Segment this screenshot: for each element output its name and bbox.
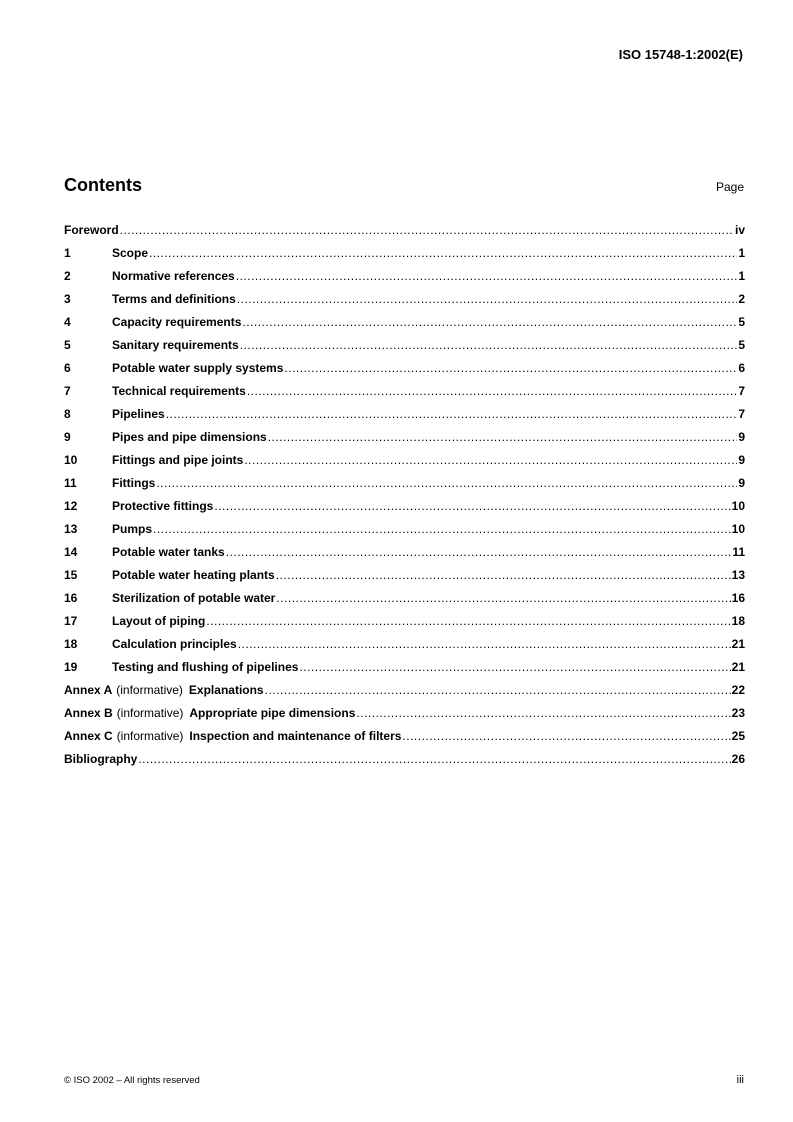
toc-annex-note: (informative): [116, 706, 184, 720]
toc-leader-dots: [299, 660, 730, 674]
toc-entry-foreword[interactable]: [64, 223, 745, 246]
toc-leader-dots: [247, 384, 737, 398]
toc-entry-page: 16: [731, 591, 745, 605]
toc-entry[interactable]: [64, 338, 745, 361]
toc-entry-title: Pipes and pipe dimensions: [112, 430, 267, 444]
toc-entry-number: 2: [64, 269, 71, 283]
toc-leader-dots: [268, 430, 738, 444]
toc-entry-page: 9: [738, 430, 745, 444]
toc-entry-number: 10: [64, 453, 78, 467]
toc-annex-entry[interactable]: [64, 706, 745, 729]
toc-entry-page: 7: [738, 384, 745, 398]
toc-entry-title: Normative references: [112, 269, 235, 283]
toc-leader-dots: [206, 614, 730, 628]
toc-entry-title: Foreword: [64, 223, 119, 237]
toc-leader-dots: [149, 246, 737, 260]
toc-entry-page: 21: [731, 637, 745, 651]
toc-leader-dots: [356, 706, 730, 720]
toc-entry[interactable]: [64, 568, 745, 591]
toc-entry-page: 5: [738, 338, 745, 352]
toc-entry-title: Technical requirements: [112, 384, 246, 398]
toc-leader-dots: [402, 729, 730, 743]
toc-entry-title: Fittings: [112, 476, 156, 490]
toc-entry-page: 10: [731, 522, 745, 536]
toc-leader-dots: [236, 269, 738, 283]
toc-entry-page: 26: [731, 752, 745, 766]
toc-entry-title: Explanations: [188, 683, 264, 697]
toc-entry[interactable]: [64, 637, 745, 660]
toc-entry[interactable]: [64, 660, 745, 683]
toc-annex-label: Annex B: [64, 706, 113, 720]
toc-entry-number: 9: [64, 430, 71, 444]
toc-entry-number: 6: [64, 361, 71, 375]
toc-leader-dots: [238, 637, 731, 651]
toc-entry[interactable]: [64, 614, 745, 637]
toc-leader-dots: [120, 223, 734, 237]
page-column-label: Page: [715, 180, 744, 194]
toc-entry-number: 4: [64, 315, 71, 329]
toc-entry[interactable]: [64, 246, 745, 269]
toc-entry-number: 12: [64, 499, 78, 513]
toc-leader-dots: [138, 752, 730, 766]
toc-entry-title: Calculation principles: [112, 637, 237, 651]
toc-entry-number: 5: [64, 338, 71, 352]
toc-entry-page: 6: [738, 361, 745, 375]
toc-entry[interactable]: [64, 407, 745, 430]
toc-entry-page: 13: [731, 568, 745, 582]
toc-leader-dots: [237, 292, 738, 306]
toc-entry-number: 7: [64, 384, 71, 398]
toc-entry[interactable]: [64, 315, 745, 338]
toc-leader-dots: [276, 591, 730, 605]
toc-entry-number: 15: [64, 568, 78, 582]
toc-entry-page: 9: [738, 453, 745, 467]
toc-entry-page: 9: [738, 476, 745, 490]
toc-entry[interactable]: [64, 522, 745, 545]
toc-entry-title: Layout of piping: [112, 614, 206, 628]
toc-entry[interactable]: [64, 384, 745, 407]
toc-entry-page: 21: [731, 660, 745, 674]
toc-annex-entry[interactable]: [64, 729, 745, 752]
table-of-contents: [64, 223, 745, 775]
toc-entry-page: 18: [731, 614, 745, 628]
toc-leader-dots: [284, 361, 737, 375]
toc-entry-title: Inspection and maintenance of filters: [189, 729, 402, 743]
toc-entry-number: 3: [64, 292, 71, 306]
toc-entry-page: 25: [731, 729, 745, 743]
toc-entry-number: 18: [64, 637, 78, 651]
toc-leader-dots: [226, 545, 732, 559]
toc-leader-dots: [242, 315, 737, 329]
toc-leader-dots: [265, 683, 731, 697]
toc-entry[interactable]: [64, 292, 745, 315]
toc-entry-title: Fittings and pipe joints: [112, 453, 244, 467]
toc-entry-title: Pipelines: [112, 407, 165, 421]
toc-annex-note: (informative): [116, 729, 184, 743]
toc-entry-title: Protective fittings: [112, 499, 214, 513]
contents-heading: Contents: [64, 175, 142, 195]
document-reference: ISO 15748-1:2002(E): [618, 47, 743, 62]
toc-entry-number: 11: [64, 476, 77, 490]
toc-leader-dots: [276, 568, 731, 582]
toc-entry-title: Capacity requirements: [112, 315, 242, 329]
toc-entry-number: 14: [64, 545, 78, 559]
toc-leader-dots: [166, 407, 738, 421]
toc-entry-title: Sterilization of potable water: [112, 591, 276, 605]
toc-entry-title: Potable water tanks: [112, 545, 225, 559]
toc-entry[interactable]: [64, 591, 745, 614]
toc-entry[interactable]: [64, 476, 745, 499]
toc-entry-page: 7: [738, 407, 745, 421]
toc-entry-number: 13: [64, 522, 78, 536]
toc-entry-title: Pumps: [112, 522, 153, 536]
page-number: iii: [736, 1074, 744, 1086]
toc-entry-title: Bibliography: [64, 752, 138, 766]
toc-annex-label: Annex C: [64, 729, 113, 743]
toc-entry-page: 1: [738, 269, 745, 283]
toc-leader-dots: [156, 476, 737, 490]
toc-entry-page: iv: [734, 223, 745, 237]
toc-entry-number: 17: [64, 614, 78, 628]
toc-entry-bibliography[interactable]: [64, 752, 745, 775]
toc-entry-number: 19: [64, 660, 78, 674]
toc-entry-title: Sanitary requirements: [112, 338, 239, 352]
toc-entry-page: 10: [731, 499, 745, 513]
toc-entry-page: 22: [731, 683, 745, 697]
toc-entry[interactable]: [64, 430, 745, 453]
toc-entry-page: 2: [738, 292, 745, 306]
toc-entry-page: 1: [738, 246, 745, 260]
toc-entry[interactable]: [64, 453, 745, 476]
toc-entry-number: 8: [64, 407, 71, 421]
toc-entry-page: 23: [731, 706, 745, 720]
toc-entry[interactable]: [64, 545, 745, 568]
toc-annex-note: (informative): [116, 683, 183, 697]
toc-entry-page: 5: [738, 315, 745, 329]
toc-entry-title: Terms and definitions: [112, 292, 236, 306]
toc-leader-dots: [153, 522, 731, 536]
toc-entry[interactable]: [64, 499, 745, 522]
toc-leader-dots: [244, 453, 737, 467]
toc-entry-title: Scope: [112, 246, 149, 260]
toc-entry[interactable]: [64, 269, 745, 292]
toc-entry[interactable]: [64, 361, 745, 384]
toc-entry-number: 1: [64, 246, 71, 260]
toc-entry-page: 11: [732, 545, 745, 559]
toc-entry-title: Testing and flushing of pipelines: [112, 660, 299, 674]
toc-entry-number: 16: [64, 591, 78, 605]
toc-entry-title: Potable water heating plants: [112, 568, 275, 582]
toc-leader-dots: [240, 338, 738, 352]
toc-annex-entry[interactable]: [64, 683, 745, 706]
toc-entry-title: Potable water supply systems: [112, 361, 284, 375]
toc-entry-title: Appropriate pipe dimensions: [189, 706, 356, 720]
toc-annex-label: Annex A: [64, 683, 113, 697]
copyright-notice: © ISO 2002 – All rights reserved: [64, 1075, 200, 1086]
toc-leader-dots: [214, 499, 730, 513]
